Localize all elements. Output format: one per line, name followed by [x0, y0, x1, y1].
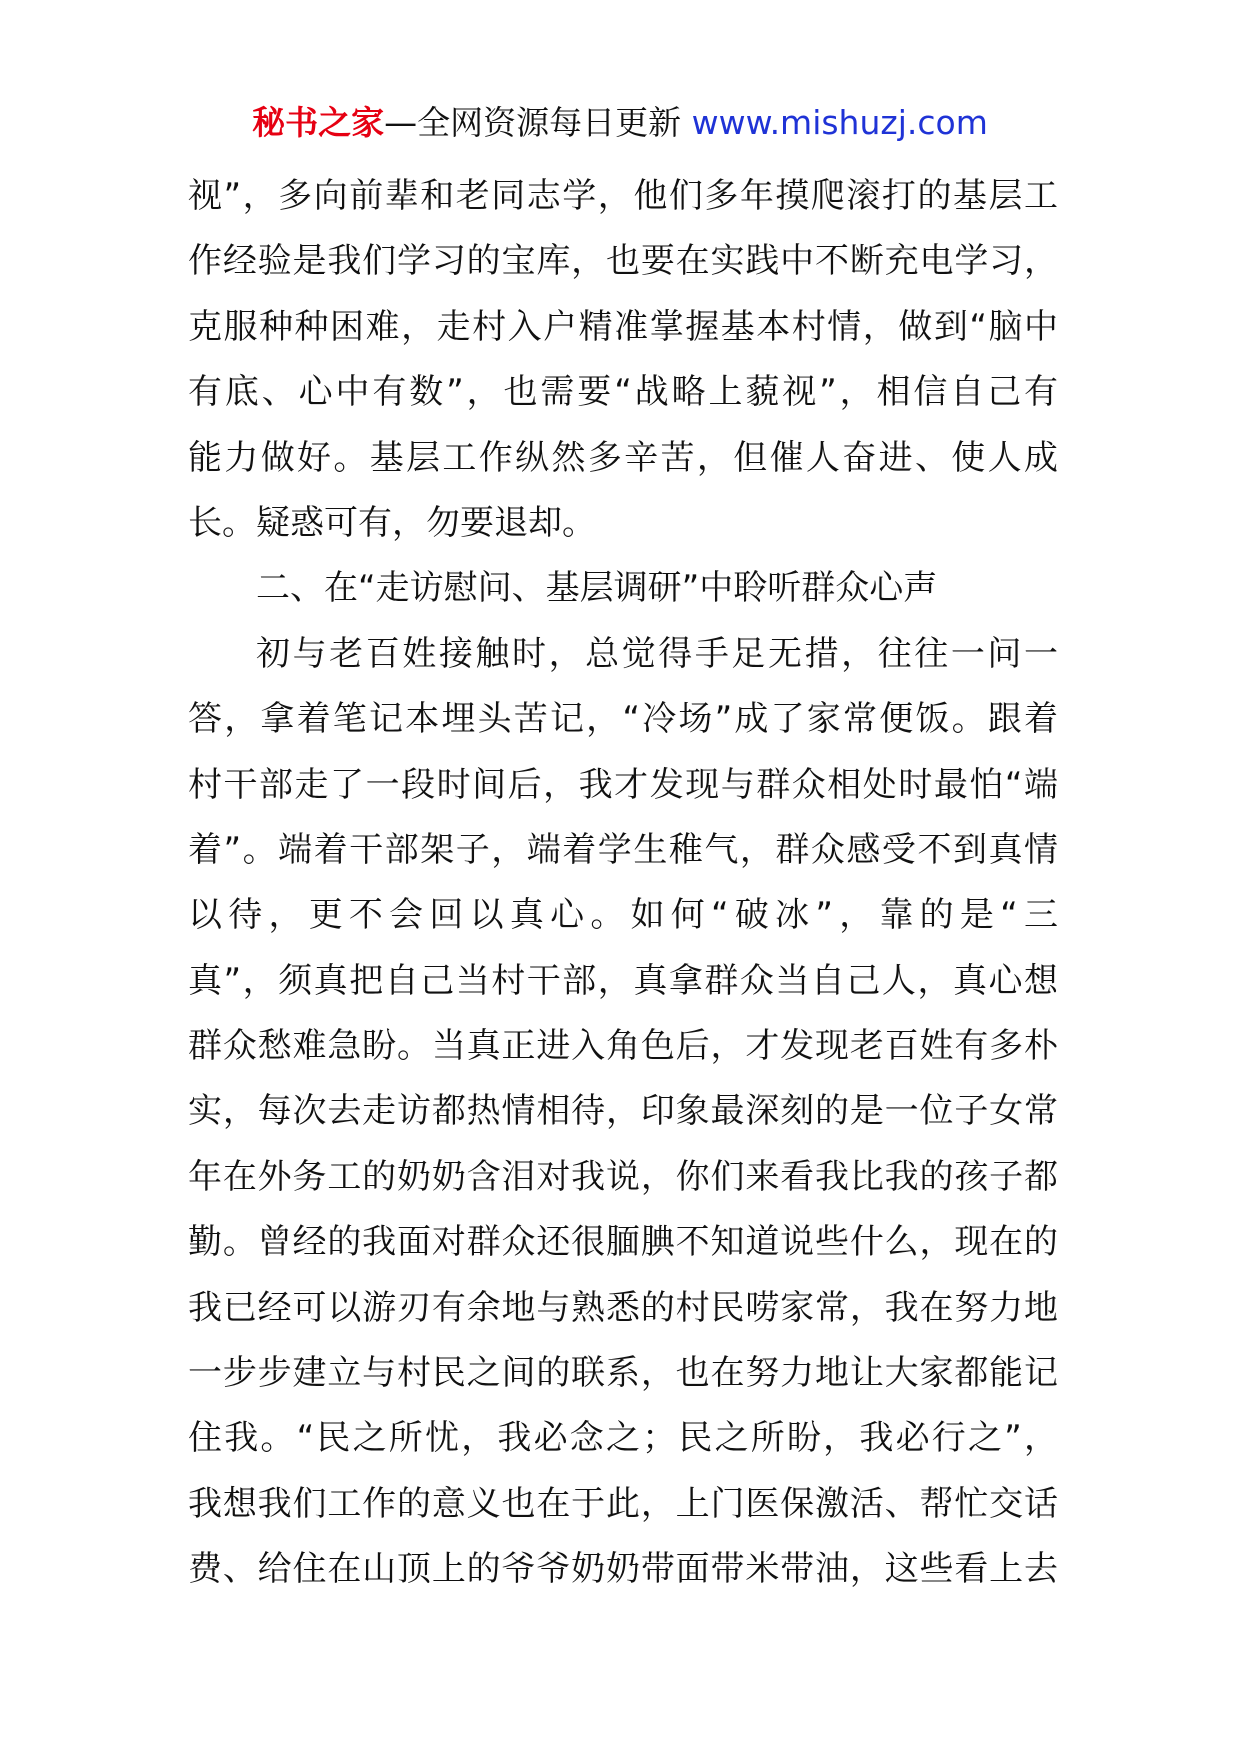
document-body	[188, 164, 1058, 1603]
body-line: 有底、心中有数”，也需要“战略上藐视”，相信自己有	[188, 372, 1058, 413]
body-line: 群众愁难急盼。当真正进入角色后，才发现老百姓有多朴	[188, 1026, 1058, 1067]
body-line: 我想我们工作的意义也在于此，上门医保激活、帮忙交话	[188, 1483, 1058, 1524]
body-line: 我已经可以游刃有余地与熟悉的村民唠家常，我在努力地	[188, 1287, 1058, 1328]
body-line: 实，每次去走访都热情相待，印象最深刻的是一位子女常	[188, 1091, 1058, 1132]
site-header	[0, 98, 1240, 148]
body-line: 能力做好。基层工作纵然多辛苦，但催人奋进、使人成	[188, 437, 1058, 478]
body-line: 长。疑惑可有，勿要退却。	[188, 502, 596, 543]
header-slogan: —全网资源每日更新	[384, 103, 692, 142]
body-line: 一步步建立与村民之间的联系，也在努力地让大家都能记	[188, 1353, 1058, 1394]
body-line: 视”，多向前辈和老同志学，他们多年摸爬滚打的基层工	[188, 176, 1058, 216]
body-line: 费、给住在山顶上的爷爷奶奶带面带米带油，这些看上去	[188, 1549, 1058, 1590]
body-line: 初与老百姓接触时，总觉得手足无措，往往一问一	[256, 633, 1058, 674]
body-line: 以待，更不会回以真心。如何“破冰”，靠的是“三	[188, 895, 1058, 936]
body-line: 住我。“民之所忧，我必念之；民之所盼，我必行之”，	[188, 1418, 1058, 1459]
body-line: 作经验是我们学习的宝库，也要在实践中不断充电学习，	[188, 241, 1058, 282]
body-line: 年在外务工的奶奶含泪对我说，你们来看我比我的孩子都	[188, 1156, 1058, 1197]
header-url: www.mishuzj.com	[691, 103, 988, 142]
section-heading: 二、在“走访慰问、基层调研”中聆听群众心声	[256, 568, 938, 609]
body-line: 着”。端着干部架子，端着学生稚气，群众感受不到真情	[188, 829, 1058, 870]
body-line: 勤。曾经的我面对群众还很腼腆不知道说些什么，现在的	[188, 1222, 1058, 1263]
body-line: 答，拿着笔记本埋头苦记，“冷场”成了家常便饭。跟着	[188, 699, 1058, 740]
body-line: 村干部走了一段时间后，我才发现与群众相处时最怕“端	[188, 764, 1058, 805]
header-brand: 秘书之家	[252, 103, 385, 142]
body-line: 真”，须真把自己当村干部，真拿群众当自己人，真心想	[188, 960, 1058, 1001]
body-line: 克服种种困难，走村入户精准掌握基本村情，做到“脑中	[188, 306, 1058, 347]
